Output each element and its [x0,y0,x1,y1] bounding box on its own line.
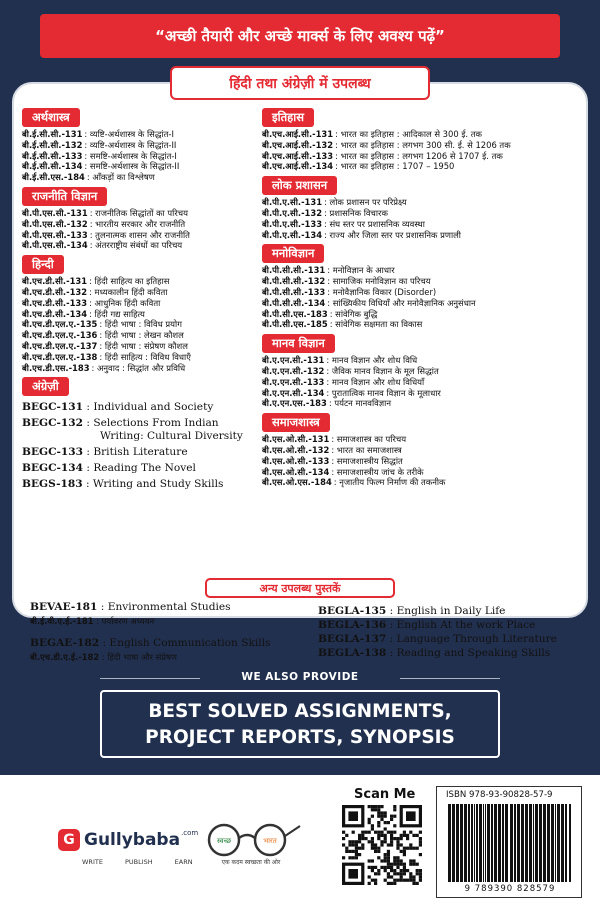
course-code: BEGS-183 [22,478,83,491]
course-title: : भारतीय सरकार और राजनीति [89,218,186,229]
section-heading: अर्थशास्त्र [22,108,80,127]
course-code: बी.एच.डी.सी.-132 [22,286,88,297]
section-heading: राजनीति विज्ञान [22,187,107,206]
tagline-write: WRITE [82,858,103,866]
course-row [262,467,580,478]
quote-banner: “अच्छी तैयारी और अच्छे मार्क्स के लिए अवश्य पढ़ें” [40,14,560,58]
course-code: बी.ई.सी.सी.-133 [22,150,83,161]
barcode-number: 9 789390 828579 [464,884,556,894]
barcode [446,804,574,882]
course-code: बी.पी.एस.सी.-132 [22,218,88,229]
course-code: बी.एच.डी.एस.-183 [22,362,90,373]
section-heading: मनोविज्ञान [262,244,324,263]
course-title: : हिंदी गद्य साहित्य [89,308,145,319]
course-row [22,219,272,230]
course-row [262,151,580,162]
course-title: : हिंदी भाषा : विविध प्रयोग [99,319,182,330]
course-row [262,434,580,445]
course-code: बी.एस.ओ.सी.-131 [262,434,330,445]
course-title-cont: Writing: Cultural Diversity [100,430,243,443]
course-row [22,276,272,287]
course-code: BEGC-131 [22,401,84,414]
provide-label: WE ALSO PROVIDE [241,671,359,683]
other-books-heading: अन्य उपलब्ध पुस्तकें [205,578,395,598]
course-row [22,319,272,330]
logo-domain: .com [181,829,199,837]
course-title: : हिंदी भाषा : लेखन कौशल [99,330,184,341]
available-languages-label: हिंदी तथा अंग्रेज़ी में उपलब्ध [170,66,430,100]
course-code: बी.ए.एन.सी.-131 [262,355,325,366]
swachh-bharat-glasses-logo [194,818,304,858]
isbn-text: ISBN 978-93-90828-57-9 [446,790,553,800]
course-code: बी.एस.ओ.सी.-132 [262,444,330,455]
course-code: बी.ई.सी.सी.-131 [22,129,83,139]
course-row [262,197,580,208]
course-code: बी.ई.सी.सी.-132 [22,139,83,150]
course-title: : राज्य और जिला स्तर पर प्रशासनिक प्रणाली [324,229,461,240]
course-title: : अंतरराष्ट्रीय संबंधों का परिचय [89,240,183,251]
tagline-earn: EARN [174,858,193,866]
course-title: : भारत का इतिहास : लगभग 300 सी. ई. से 1206 तक [335,139,511,150]
other-book-row [30,600,310,614]
course-row [262,161,580,172]
course-title: : मध्यकालीन हिंदी कविता [89,286,168,297]
provide-line-1: BEST SOLVED ASSIGNMENTS, [148,701,452,722]
course-code: बी.पी.एस.सी.-133 [22,229,88,240]
other-books-right [318,604,588,660]
course-title: : तुलनात्मक शासन और राजनीति [89,229,190,240]
course-row [22,230,272,241]
gullybaba-logo [58,829,198,851]
course-code: बी.एस.ओ.एस.-184 [262,477,332,488]
english-course-row [22,478,272,491]
course-code: बी.पी.ए.सी.-134 [262,229,323,240]
course-title: : मानव विज्ञान और शोध विधि [326,355,418,366]
english-course-row [22,417,272,443]
course-title: : भारत का इतिहास : लगभग 1206 से 1707 ई. तक [335,150,503,161]
course-row [22,341,272,352]
course-title: : British Literature [83,446,188,459]
book-code: BEGLA-136 [318,619,387,631]
course-code: बी.ए.एन.सी.-133 [262,376,325,387]
book-code: BEGLA-138 [318,647,387,659]
english-course-row [22,462,272,475]
tagline-publish: PUBLISH [124,858,153,866]
course-title: : सांवेगिक सक्षमता का विकास [329,319,423,330]
book-code: BEGLA-137 [318,633,387,645]
book-title: : English Communication Skills [99,637,271,649]
course-row [262,219,580,230]
course-title: : Selections From Indian [83,417,219,430]
course-row [22,287,272,298]
course-code: बी.एच.डी.एल.ए.-137 [22,340,98,351]
course-row [262,398,580,409]
course-row [262,230,580,241]
section-heading: लोक प्रशासन [262,176,337,195]
course-title: : प्रशासनिक विचारक [324,207,388,218]
course-code: बी.एच.आई.सी.-132 [262,139,334,150]
qr-code[interactable] [342,805,422,885]
course-row [262,456,580,467]
course-row [262,265,580,276]
course-code: बी.एस.ओ.सी.-133 [262,455,330,466]
course-code: बी.पी.सी.सी.-133 [262,286,326,297]
course-code: बी.पी.सी.सी.-132 [262,276,326,287]
course-title: : समष्टि-अर्थशास्त्र के सिद्धांत-II [84,161,180,172]
course-row [262,388,580,399]
course-code: बी.पी.एस.सी.-131 [22,207,88,218]
course-code: बी.एच.डी.एल.ए.-136 [22,330,98,341]
course-title: : सांवेगिक बुद्धि [329,308,378,319]
provide-box [100,690,500,758]
course-code: बी.ए.एन.सी.-134 [262,387,325,398]
book-title: : पर्यावरण अध्ययन [93,616,155,626]
course-code: बी.ए.एन.सी.-132 [262,365,325,376]
course-title: : समाजशास्त्र का परिचय [331,434,407,445]
course-code: बी.एच.डी.एल.ए.-135 [22,319,98,330]
other-book-row [318,618,588,632]
course-title: : नृजातीय फिल्म निर्माण की तकनीक [333,477,446,488]
other-book-row [318,604,588,618]
course-code: बी.पी.ए.सी.-131 [262,197,323,208]
course-title: : भारत का इतिहास : आदिकाल से 300 ई. तक [335,129,482,139]
course-title: : जैविक मानव विज्ञान के मूल सिद्धांत [326,365,439,376]
book-code: बी.ई.वी.ए.ई.-181 [30,616,94,626]
course-code: बी.एच.आई.सी.-133 [262,150,334,161]
course-title: : संघ स्तर पर प्रशासनिक व्यवस्था [324,218,425,229]
english-course-row [22,401,272,414]
course-code: बी.पी.ए.सी.-133 [262,218,323,229]
course-row [262,445,580,456]
course-row [262,477,580,488]
course-title: : हिंदी साहित्य : विविध विधाएँ [99,351,191,362]
course-title: : व्यष्टि-अर्थशास्त्र के सिद्धांत-I [84,129,174,139]
section-heading: मानव विज्ञान [262,334,335,353]
course-title: : समाजशास्त्रीय सिद्धांत [331,455,403,466]
course-title: : भारत का समाजशास्त्र [331,444,402,455]
course-title: : राजनीतिक सिद्धांतों का परिचय [89,207,188,218]
course-row [22,298,272,309]
section-heading: समाजशास्त्र [262,413,330,432]
course-title: : अनुवाद : सिद्धांत और प्रविधि [91,362,186,373]
other-book-row [318,646,588,660]
provide-line-2: PROJECT REPORTS, SYNOPSIS [145,727,455,748]
course-row [262,309,580,320]
course-row [22,161,272,172]
other-book-row [30,650,310,664]
course-code: बी.एच.डी.सी.-131 [22,276,88,287]
section-heading: हिन्दी [22,255,64,274]
course-code: BEGC-134 [22,462,84,475]
course-code: बी.एच.डी.एल.ए.-138 [22,351,98,362]
course-row [22,363,272,374]
course-row [22,208,272,219]
bharat-word: भारत [263,837,277,845]
course-row [262,377,580,388]
course-title: : आँकड़ों का विश्लेषण [86,172,155,183]
course-title: : Individual and Society [83,401,214,414]
course-title: : हिंदी भाषा : संप्रेषण कौशल [99,340,188,351]
course-row [22,240,272,251]
course-row [262,276,580,287]
section-heading: इतिहास [262,108,314,127]
course-row [22,330,272,341]
book-title: : English in Daily Life [386,605,506,617]
course-title: : मनोवैज्ञानिक विकार (Disorder) [327,286,437,297]
book-title: : Environmental Studies [97,601,231,613]
logo-name: Gullybaba [84,830,181,850]
right-column [262,104,580,488]
course-title: : समष्टि-अर्थशास्त्र के सिद्धांत-I [84,150,177,161]
course-title: : हिंदी साहित्य का इतिहास [89,276,170,287]
course-row [22,140,272,151]
logo-g-icon: G [58,829,80,851]
book-code: BEGLA-135 [318,605,387,617]
course-code: बी.ई.सी.एस.-184 [22,172,85,183]
book-code: BEVAE-181 [30,601,98,613]
course-title: : पर्यटन मानवविज्ञान [328,398,391,409]
course-title: : पुरातात्विक मानव विज्ञान के मूलाधार [326,387,441,398]
course-code: बी.पी.एस.सी.-134 [22,240,88,251]
course-row [262,287,580,298]
book-title: : Language Through Literature [386,633,557,645]
course-title: : Reading The Novel [83,462,196,475]
course-row [22,309,272,320]
course-row [22,172,272,183]
course-row [22,352,272,363]
course-row [262,208,580,219]
course-code: बी.पी.सी.सी.-134 [262,297,326,308]
course-code: बी.एस.ओ.सी.-134 [262,466,330,477]
book-title: : Reading and Speaking Skills [386,647,551,659]
other-book-row [30,614,310,628]
course-title: : सामाजिक मनोविज्ञान का परिचय [327,276,431,287]
course-code: बी.ए.एन.एस.-183 [262,398,327,409]
other-book-row [30,636,310,650]
course-row [262,355,580,366]
course-code: BEGC-133 [22,446,84,459]
left-column [22,104,272,491]
course-code: बी.पी.ए.सी.-132 [262,207,323,218]
course-code: बी.पी.सी.सी.-131 [262,265,326,276]
swachh-word: स्वच्छ [216,837,232,845]
course-title: : व्यष्टि-अर्थशास्त्र के सिद्धांत-II [84,139,177,150]
course-code: BEGC-132 [22,417,84,430]
course-code: बी.एच.डी.सी.-134 [22,308,88,319]
course-code: बी.एच.आई.सी.-131 [262,129,334,139]
course-row [262,129,580,140]
section-heading: अंग्रेज़ी [22,377,69,396]
logo-taglines [82,858,193,866]
course-code: बी.एच.आई.सी.-134 [262,161,334,172]
swachh-caption: एक कदम स्वच्छता की ओर [221,859,281,866]
course-title: : मानव विज्ञान और शोध विधियाँ [326,376,425,387]
course-code: बी.पी.सी.एस.-185 [262,319,328,330]
other-book-row [318,632,588,646]
course-code: बी.ई.सी.सी.-134 [22,161,83,172]
course-code: बी.एच.डी.सी.-133 [22,297,88,308]
book-title: : English At the work Place [386,619,536,631]
course-row [22,129,272,140]
course-row [262,319,580,330]
other-books-left [30,600,310,664]
course-code: बी.पी.सी.एस.-183 [262,308,328,319]
book-title: : हिंदी भाषा और संप्रेषण [99,652,177,662]
course-title: : समाजशास्त्रीय जांच के तरीके [331,466,424,477]
book-code: बी.एच.डी.ए.ई.-182 [30,652,100,662]
scan-me-label: Scan Me [354,787,416,802]
course-title: : सांख्यिकीय विधियाँ और मनोवैज्ञानिक अनुसंधान [327,297,476,308]
course-row [262,366,580,377]
course-title: : आधुनिक हिंदी कविता [89,297,161,308]
course-title: : लोक प्रशासन पर परिप्रेक्ष्य [324,197,407,208]
course-row [22,151,272,162]
english-course-row [22,446,272,459]
book-code: BEGAE-182 [30,637,100,649]
course-row [262,298,580,309]
course-title: : भारत का इतिहास : 1707 – 1950 [335,161,455,172]
course-title: : मनोविज्ञान के आधार [327,265,395,276]
course-row [262,140,580,151]
course-title: : Writing and Study Skills [82,478,224,491]
